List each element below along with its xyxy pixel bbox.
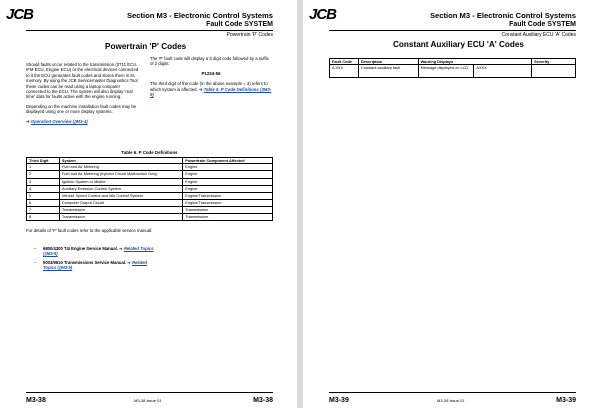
table-cell: 8 [27,214,60,221]
header-cell: Description [358,59,418,65]
header-cell: Third Digit [27,158,60,164]
example-code: P1234-56 [201,70,221,76]
p-code-table [26,157,273,221]
table-cell: Fuel and Air Metering (Injector Circuit Malfunction Only) [59,171,182,178]
table-cell: 2 [27,171,60,178]
header-cell: System [59,158,182,164]
page-reference: Powertrain 'P' Codes [226,32,273,38]
section-title: Section M3 - Electronic Control Systems [126,11,273,20]
table-row [330,65,576,78]
section-subtitle: Fault Code SYSTEM [206,21,273,28]
table-row [27,185,273,192]
table-cell: Message displayed on LCD. [418,65,474,78]
arrow-circle-icon: ➔ [127,259,131,265]
table-cell: Auxiliary Emission Control System [59,185,182,192]
page-reference: Constant Auxiliary ECU 'A' Codes [501,32,576,38]
table-cell: Ignition System or Misfire [59,178,182,185]
header-cell: Fault Code [330,59,359,65]
table-cell: Engine [183,164,273,171]
display-paragraph: Depending on the machine installation fault codes may be displayed using one or more display systems. [26,103,137,115]
table-header-row [330,59,576,65]
table-cell: A XXX [330,65,359,78]
jcb-logo: JCB [6,6,34,23]
list-item: – 6800/4300 T4i Engine Service Manual. ➔ Related Topics (▯M3-9) [34,246,154,257]
table-cell: 3 [27,178,60,185]
page-number: M3-38 [26,397,46,404]
code-format-paragraph: The 'P' fault code will display a 5 digit code followed by a suffix of 2 digits: [150,56,269,67]
operation-overview-link-row [26,119,141,124]
footer-rule [26,392,273,393]
issue-label: M3-38 Issue 01 [134,398,162,403]
jcb-logo: JCB [309,6,337,23]
arrow-circle-icon: ➔ [198,86,203,92]
intro-paragraph: Should faults occur related to the transmission (0711 ECU, IFM ECU, Engine ECU) or the electrical devices connected to it the ECU generates fault codes and stores them in its memory. By using the JCB Servicemaster Diagnostics Tool these codes can be read using a laptop computer connected to the ECU. The system will also display 'real time' data for faults active with the engine running. [26,62,139,100]
p-code-definitions-link[interactable]: Table 6. P Code Definitions (▯M3-9) [150,86,272,98]
header-cell: Severity [532,59,576,65]
table-cell: 7 [27,206,60,213]
table-row [27,214,273,221]
table-cell [532,65,576,78]
left-column [26,62,141,128]
book-page-icon: ▯ [44,251,47,257]
table-cell: AXXX [474,65,532,78]
table-row [27,178,273,185]
header-rule [26,30,273,31]
page-number-right: M3-39 [556,397,576,404]
page-number: M3-39 [329,397,349,404]
table-cell: Vehicle Speed Control and Idle Control System [59,192,182,199]
table-row [27,164,273,171]
table-cell: Engine/Transmission [183,192,273,199]
page-right [303,0,600,408]
table-cell: 4 [27,185,60,192]
header-cell: Warning Displays [418,59,531,65]
service-manual-note: For details of 'P' fault codes refer to the applicable service manual: [26,228,153,233]
table-cell: Transmission [59,214,182,221]
a-code-table [329,58,576,78]
issue-label: M3-39 Issue 01 [437,398,465,403]
page-left [0,0,297,408]
book-page-icon: ▯ [261,86,264,92]
related-topics-link[interactable]: Related Topics (▯M3-9) [43,246,154,257]
table-cell: Constant auxiliary fault [358,65,418,78]
header-rule [329,30,576,31]
right-column [150,56,272,101]
arrow-circle-icon: ➔ [119,246,123,251]
table-row [27,206,273,213]
table-cell: Engine [183,185,273,192]
section-title: Section M3 - Electronic Control Systems [429,11,576,20]
table-row [27,171,273,178]
arrow-circle-icon: ➔ [26,118,30,124]
table-row [27,199,273,206]
book-page-icon: ▯ [74,118,77,124]
table-cell: Transmission [183,206,273,213]
table-cell: Engine [183,178,273,185]
table-cell: Transmission [59,206,182,213]
table-cell: 1 [27,164,60,171]
book-page-icon: ▯ [58,265,62,271]
footer-rule [329,392,576,393]
header-cell: Powertrain Component Affected [183,158,273,164]
table-cell: Fuel and Air Metering [59,164,182,171]
manual-list [34,246,154,274]
table-cell: Engine [183,171,273,178]
section-subtitle: Fault Code SYSTEM [509,21,576,28]
related-topics-link[interactable]: Related Topics (▯M3-9) [43,259,148,271]
table-cell: 6 [27,199,60,206]
table-cell: Engine/Transmission [183,199,273,206]
table-cell: Computer Output Circuit [59,199,182,206]
table-cell: Transmission [183,214,273,221]
page-number-right: M3-38 [253,397,273,404]
table-row [27,192,273,199]
list-item: – 5003/9610 Transmissions Service Manual. ➔ Related Topics (▯M3-9) [34,259,148,271]
table-caption: Table 6. P Code Definitions [121,150,178,155]
table-cell: 5 [27,192,60,199]
operation-overview-link[interactable]: Operation Overview (▯M3-4) [30,118,88,124]
page-title: Powertrain 'P' Codes [105,42,187,51]
page-title: Constant Auxiliary ECU 'A' Codes [393,40,524,49]
third-digit-paragraph: The third digit of the code (in the above example = 3) refers to which system is affected. ➔ Table 6. P Code Definitions (▯M3-9) [150,81,272,98]
